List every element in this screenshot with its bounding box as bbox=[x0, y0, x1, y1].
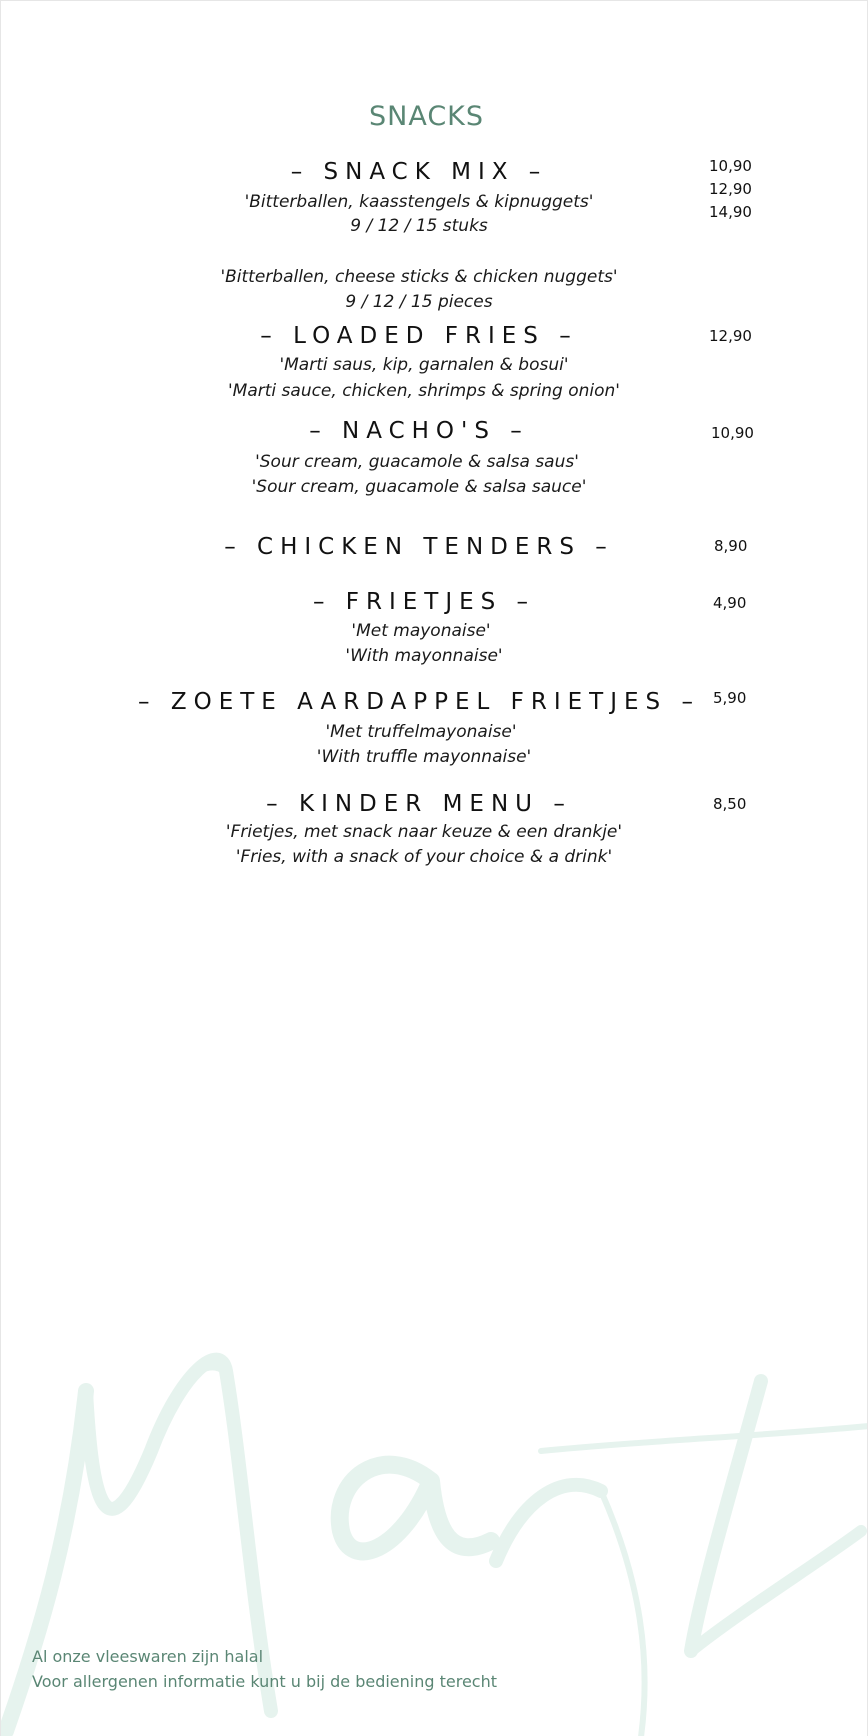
item-description: 'Sour cream, guacamole & salsa saus' bbox=[255, 452, 579, 472]
item-price: 5,90 bbox=[713, 689, 747, 707]
item-price: 10,90 bbox=[711, 424, 754, 442]
item-description: 'Bitterballen, cheese sticks & chicken nuggets' bbox=[220, 267, 618, 287]
item-description: 'Marti sauce, chicken, shrimps & spring onion' bbox=[228, 381, 620, 401]
item-price: 8,90 bbox=[714, 537, 748, 555]
item-description: 'Frietjes, met snack naar keuze & een drankje' bbox=[225, 822, 623, 842]
item-price: 12,90 bbox=[709, 180, 752, 198]
item-description: 'Sour cream, guacamole & salsa sauce' bbox=[251, 477, 587, 497]
item-description: 'With mayonnaise' bbox=[345, 646, 503, 666]
item-description: 'Met truffelmayonaise' bbox=[325, 722, 517, 742]
item-price: 14,90 bbox=[709, 203, 752, 221]
item-description: 'Fries, with a snack of your choice & a drink' bbox=[235, 847, 613, 867]
item-description: 'With truffle mayonnaise' bbox=[316, 747, 532, 767]
section-title: SNACKS bbox=[368, 101, 485, 132]
item-description: 9 / 12 / 15 pieces bbox=[345, 292, 493, 312]
item-price: 10,90 bbox=[709, 157, 752, 175]
item-price: 4,90 bbox=[713, 594, 747, 612]
item-name: – SNACK MIX – bbox=[290, 159, 548, 185]
item-name: – FRIETJES – bbox=[312, 589, 536, 615]
item-price: 8,50 bbox=[713, 795, 747, 813]
footer-allergen-note: Voor allergenen informatie kunt u bij de bediening terecht bbox=[32, 1672, 498, 1691]
item-name: – LOADED FRIES – bbox=[260, 323, 578, 349]
item-description: 'Marti saus, kip, garnalen & bosui' bbox=[279, 355, 569, 375]
footer-halal-note: Al onze vleeswaren zijn halal bbox=[32, 1647, 264, 1666]
item-price: 12,90 bbox=[709, 327, 752, 345]
item-name: – CHICKEN TENDERS – bbox=[224, 534, 614, 560]
item-description: 'Met mayonaise' bbox=[351, 621, 491, 641]
item-description: 'Bitterballen, kaasstengels & kipnuggets' bbox=[244, 192, 594, 212]
item-description: 9 / 12 / 15 stuks bbox=[350, 216, 488, 236]
item-name: – NACHO'S – bbox=[309, 418, 529, 444]
item-name: – KINDER MENU – bbox=[266, 791, 572, 817]
item-name: – ZOETE AARDAPPEL FRIETJES – bbox=[138, 689, 700, 715]
